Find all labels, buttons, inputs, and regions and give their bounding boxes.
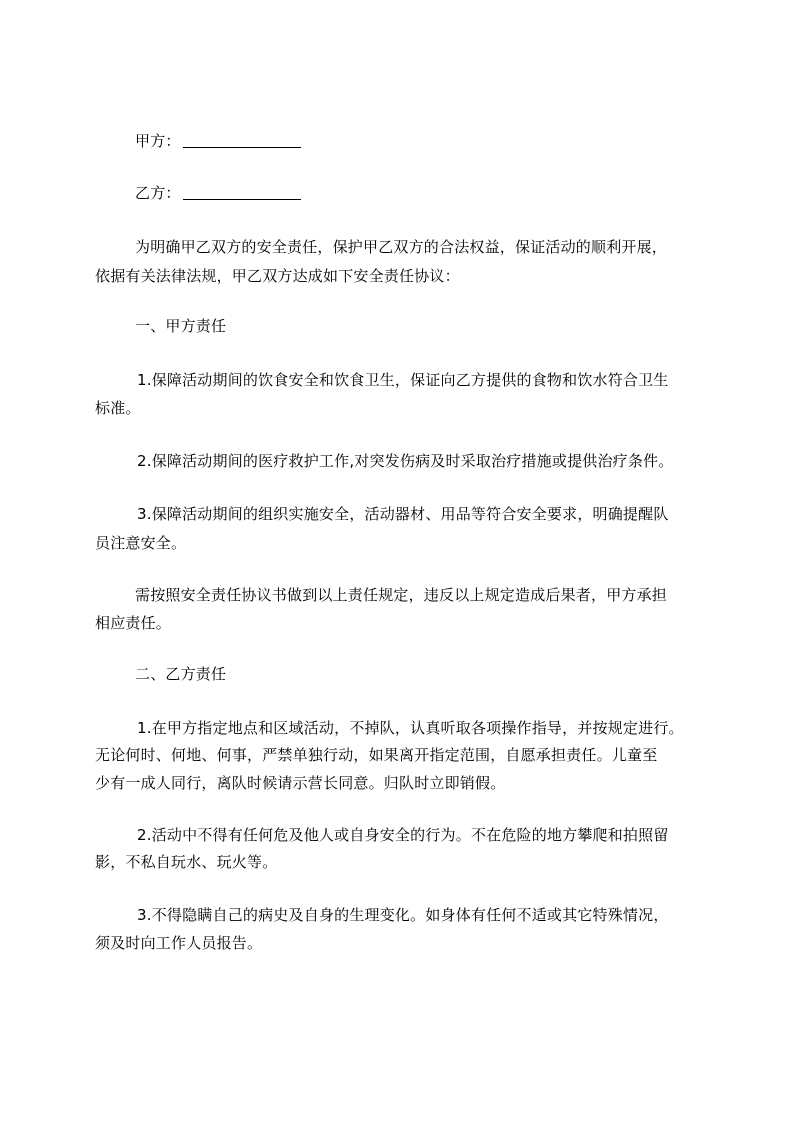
intro-line-1: 为明确甲乙双方的安全责任，保护甲乙双方的合法权益，保证活动的顺利开展， <box>135 238 668 256</box>
section-a-item3-line-1: 3.保障活动期间的组织实施安全，活动器材、用品等符合安全要求，明确提醒队 <box>137 505 669 523</box>
section-b-item3-line-2: 须及时向工作人员报告。 <box>95 934 263 952</box>
section-a-item3-line-2: 员注意安全。 <box>95 534 187 552</box>
section-b-heading: 二、乙方责任 <box>135 665 227 683</box>
party-a-label: 甲方： <box>135 132 181 150</box>
section-a-item2-line-1: 2.保障活动期间的医疗救护工作,对突发伤病及时采取治疗措施或提供治疗条件。 <box>137 452 674 470</box>
intro-line-2: 依据有关法律法规，甲乙双方达成如下安全责任协议： <box>95 267 460 285</box>
party-b-label: 乙方： <box>135 184 181 202</box>
section-a-note-line-1: 需按照安全责任协议书做到以上责任规定，违反以上规定造成后果者，甲方承担 <box>135 586 668 604</box>
section-a-item1-line-2: 标准。 <box>95 399 141 417</box>
section-b-item2-line-1: 2.活动中不得有任何危及他人或自身安全的行为。不在危险的地方攀爬和拍照留 <box>137 826 669 844</box>
section-b-item3-line-1: 3.不得隐瞒自己的病史及自身的生理变化。如身体有任何不适或其它特殊情况， <box>137 906 669 924</box>
party-b-blank[interactable] <box>183 183 301 200</box>
section-b-item2-line-2: 影，不私自玩水、玩火等。 <box>95 853 278 871</box>
section-a-item1-line-1: 1.保障活动期间的饮食安全和饮食卫生，保证向乙方提供的食物和饮水符合卫生 <box>137 371 669 389</box>
section-a-heading: 一、甲方责任 <box>135 317 227 335</box>
party-b-line <box>95 181 765 205</box>
section-a-note-line-2: 相应责任。 <box>95 614 172 632</box>
party-a-line <box>95 129 765 153</box>
party-a-blank[interactable] <box>183 131 301 148</box>
section-b-item1-line-3: 少有一成人同行，离队时候请示营长同意。归队时立即销假。 <box>95 774 506 792</box>
section-b-item1-line-1: 1.在甲方指定地点和区域活动，不掉队，认真听取各项操作指导，并按规定进行。 <box>137 719 684 737</box>
section-b-item1-line-2: 无论何时、何地、何事，严禁单独行动，如果离开指定范围，自愿承担责任。儿童至 <box>95 746 658 764</box>
